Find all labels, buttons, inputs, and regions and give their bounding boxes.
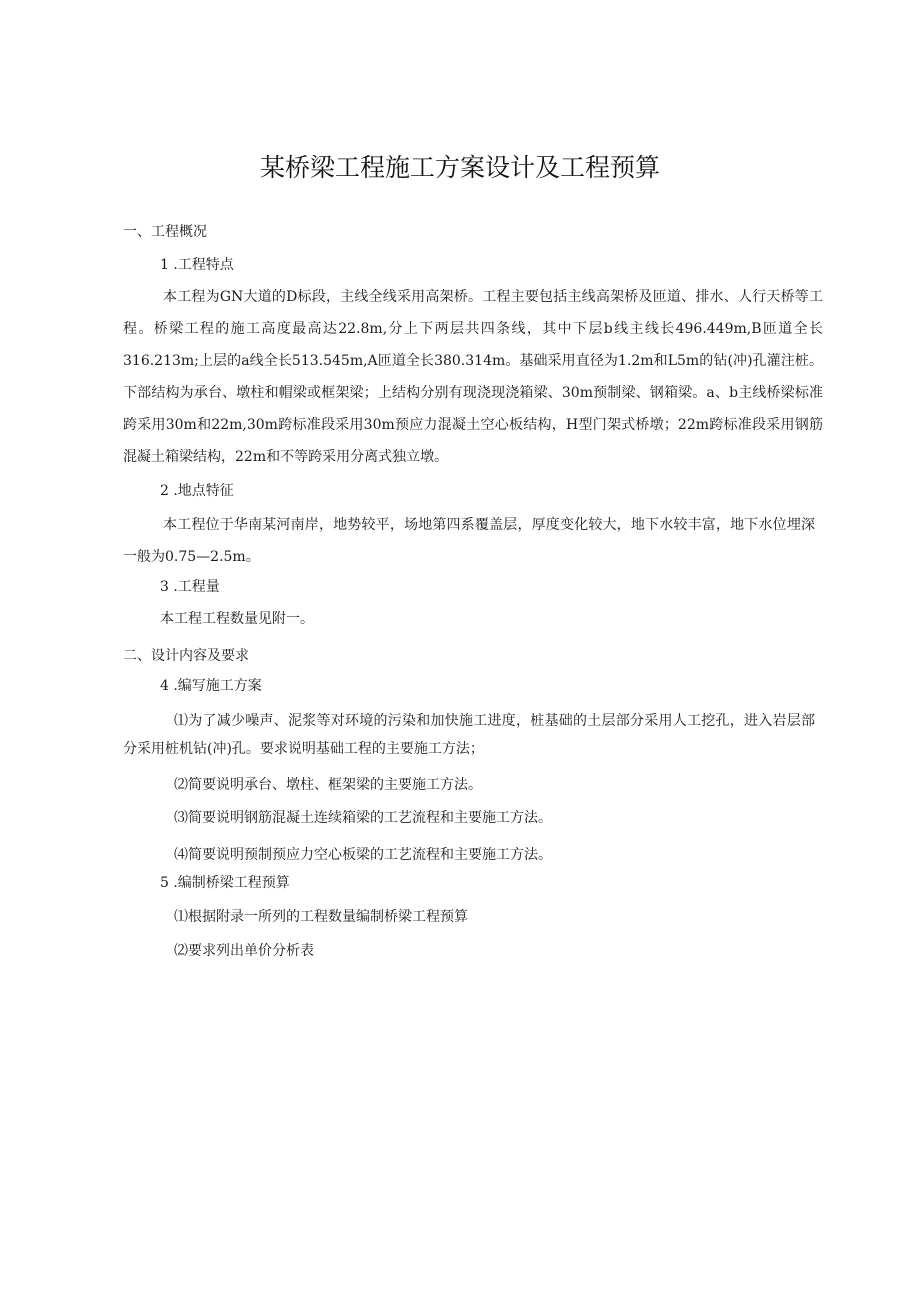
paragraph-plan-item-3: ⑶简要说明钢筋混凝土连续箱梁的工艺流程和主要施工方法。 <box>174 810 552 826</box>
subsection-heading-features: 1 .工程特点 <box>160 257 234 273</box>
subsection-heading-construction-plan: 4 .编写施工方案 <box>160 678 262 694</box>
section-heading-design: 二、设计内容及要求 <box>123 648 249 664</box>
subsection-heading-quantity: 3 .工程量 <box>160 579 220 595</box>
section-heading-overview: 一、工程概况 <box>123 224 207 240</box>
paragraph-site: 本工程位于华南某河南岸，地势较平，场地第四系覆盖层，厚度变化较大，地下水较丰富，地下水位埋深一般为0.75—2.5m。 <box>123 517 815 565</box>
paragraph-plan-item-4: ⑷简要说明预制预应力空心板梁的工艺流程和主要施工方法。 <box>174 847 552 863</box>
subsection-heading-budget: 5 .编制桥梁工程预算 <box>160 875 290 891</box>
subsection-heading-site: 2 .地点特征 <box>160 483 234 499</box>
document-title: 某桥梁工程施工方案设计及工程预算 <box>259 153 660 182</box>
paragraph-budget-item-1: ⑴根据附录一所列的工程数量编制桥梁工程预算 <box>174 909 468 925</box>
paragraph-budget-item-2: ⑵要求列出单价分析表 <box>174 943 314 959</box>
paragraph-plan-item-2: ⑵简要说明承台、墩柱、框架梁的主要施工方法。 <box>174 777 482 793</box>
paragraph-quantity: 本工程工程数量见附一。 <box>160 611 314 627</box>
paragraph-features: 本工程为GN大道的D标段，主线全线采用高架桥。工程主要包括主线高架桥及匝道、排水、人行天桥等工程。桥梁工程的施工高度最高达22.8m,分上下两层共四条线，其中下层b线主线长496.449m,B匝道全长316.213m;上层的a线全长513.545m,A匝道全长380.314m。基础采用直径为1.2m和L5m的钻(冲)孔灌注桩。下部结构为承台、墩柱和帽梁或框架梁；上结构分别有现浇现浇箱梁、30m预制梁、钢箱梁。a、b主线桥梁标准跨采用30m和22m,30m跨标准段采用30m预应力混凝土空心板结构，H型门架式桥墩；22m跨标准段采用钢筋混凝土箱梁结构，22m和不等跨采用分离式独立墩。 <box>123 289 823 465</box>
paragraph-plan-item-1: ⑴为了减少噪声、泥浆等对环境的污染和加快施工进度，桩基础的土层部分采用人工挖孔，进入岩层部分采用桩机钻(冲)孔。要求说明基础工程的主要施工方法； <box>123 713 815 757</box>
